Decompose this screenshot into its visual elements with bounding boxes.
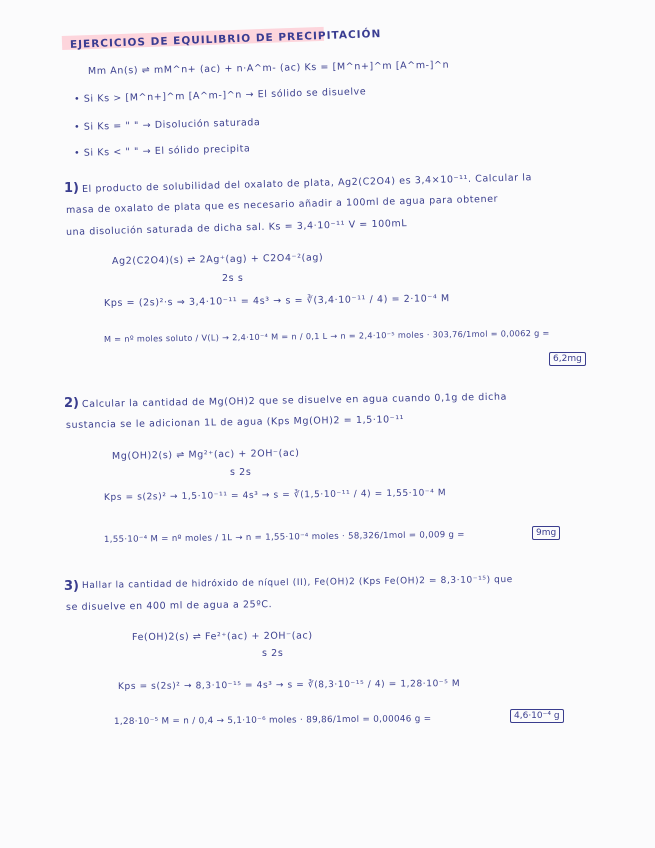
ex1-statement-line: masa de oxalato de plata que es necesario añadir a 100ml de agua para obtener xyxy=(65,193,499,216)
ex2-reaction: Mg(OH)2(s) ⇌ Mg²⁺(ac) + 2OH⁻(ac) xyxy=(111,447,300,462)
case-saturated: • Si Ks = " " → Disolución saturada xyxy=(73,117,261,133)
general-reaction: Mm An(s) ⇌ mM^n+ (ac) + n·A^m- (ac) Ks = [M^n+]^m [A^m-]^n xyxy=(87,59,450,77)
ex2-statement-line: sustancia se le adicionan 1L de agua (Kps Mg(OH)2 = 1,5·10⁻¹¹ xyxy=(65,414,405,431)
ex2-answer-box: 9mg xyxy=(532,526,560,540)
ex3-answer-box: 4,6·10⁻⁴ g xyxy=(510,709,564,723)
ex3-statement-line: Hallar la cantidad de hidróxido de níquel (II), Fe(OH)2 (Kps Fe(OH)2 = 8,3·10⁻¹⁵) que xyxy=(81,574,513,591)
ex1-statement-line: El producto de solubilidad del oxalato de plata, Ag2(C2O4) es 3,4×10⁻¹¹. Calcular la xyxy=(81,172,533,195)
ex2-statement-line: Calcular la cantidad de Mg(OH)2 que se disuelve en agua cuando 0,1g de dicha xyxy=(81,391,508,410)
case-dissolves: • Si Ks > [M^n+]^m [A^m-]^n → El sólido se disuelve xyxy=(73,86,367,105)
ex1-kps-line: Kps = (2s)²·s ⇒ 3,4·10⁻¹¹ = 4s³ → s = ∛(3,4·10⁻¹¹ / 4) = 2·10⁻⁴ M xyxy=(103,293,450,309)
ex1-reaction: Ag2(C2O4)(s) ⇌ 2Ag⁺(ag) + C2O4⁻²(ag) xyxy=(111,252,324,267)
ex1-statement-line: una disolución saturada de dicha sal. Ks = 3,4·10⁻¹¹ V = 100mL xyxy=(65,218,408,238)
page-title: EJERCICIOS DE EQUILIBRIO DE PRECIPITACIÓN xyxy=(69,27,382,51)
ex1-reaction-sub: 2s s xyxy=(222,273,244,284)
ex3-reaction: Fe(OH)2(s) ⇌ Fe²⁺(ac) + 2OH⁻(ac) xyxy=(131,630,313,643)
ex3-reaction-sub: s 2s xyxy=(262,648,284,659)
case-precipitates: • Si Ks < " " → El sólido precipita xyxy=(73,143,251,159)
ex3-molarity-line: 1,28·10⁻⁵ M = n / 0,4 → 5,1·10⁻⁶ moles · 89,86/1mol = 0,00046 g = xyxy=(113,714,432,727)
ex3-number: 3) xyxy=(64,579,79,594)
ex2-number: 2) xyxy=(64,396,79,411)
ex3-statement-line: se disuelve en 400 ml de agua a 25ºC. xyxy=(65,599,273,613)
ex1-molarity-line: M = nº moles soluto / V(L) → 2,4·10⁻⁴ M = n / 0,1 L → n = 2,4·10⁻⁵ moles · 303,76/1mol = 0,0062 g = xyxy=(103,327,550,344)
ex1-answer-box: 6,2mg xyxy=(549,352,586,366)
ex2-reaction-sub: s 2s xyxy=(230,467,252,478)
ex2-kps-line: Kps = s(2s)² → 1,5·10⁻¹¹ = 4s³ → s = ∛(1,5·10⁻¹¹ / 4) = 1,55·10⁻⁴ M xyxy=(103,488,447,503)
ex1-number: 1) xyxy=(64,181,79,196)
ex3-kps-line: Kps = s(2s)² → 8,3·10⁻¹⁵ = 4s³ → s = ∛(8,3·10⁻¹⁵ / 4) = 1,28·10⁻⁵ M xyxy=(117,679,461,692)
ex2-molarity-line: 1,55·10⁻⁴ M = nº moles / 1L → n = 1,55·10⁻⁴ moles · 58,326/1mol = 0,009 g = xyxy=(103,529,465,545)
